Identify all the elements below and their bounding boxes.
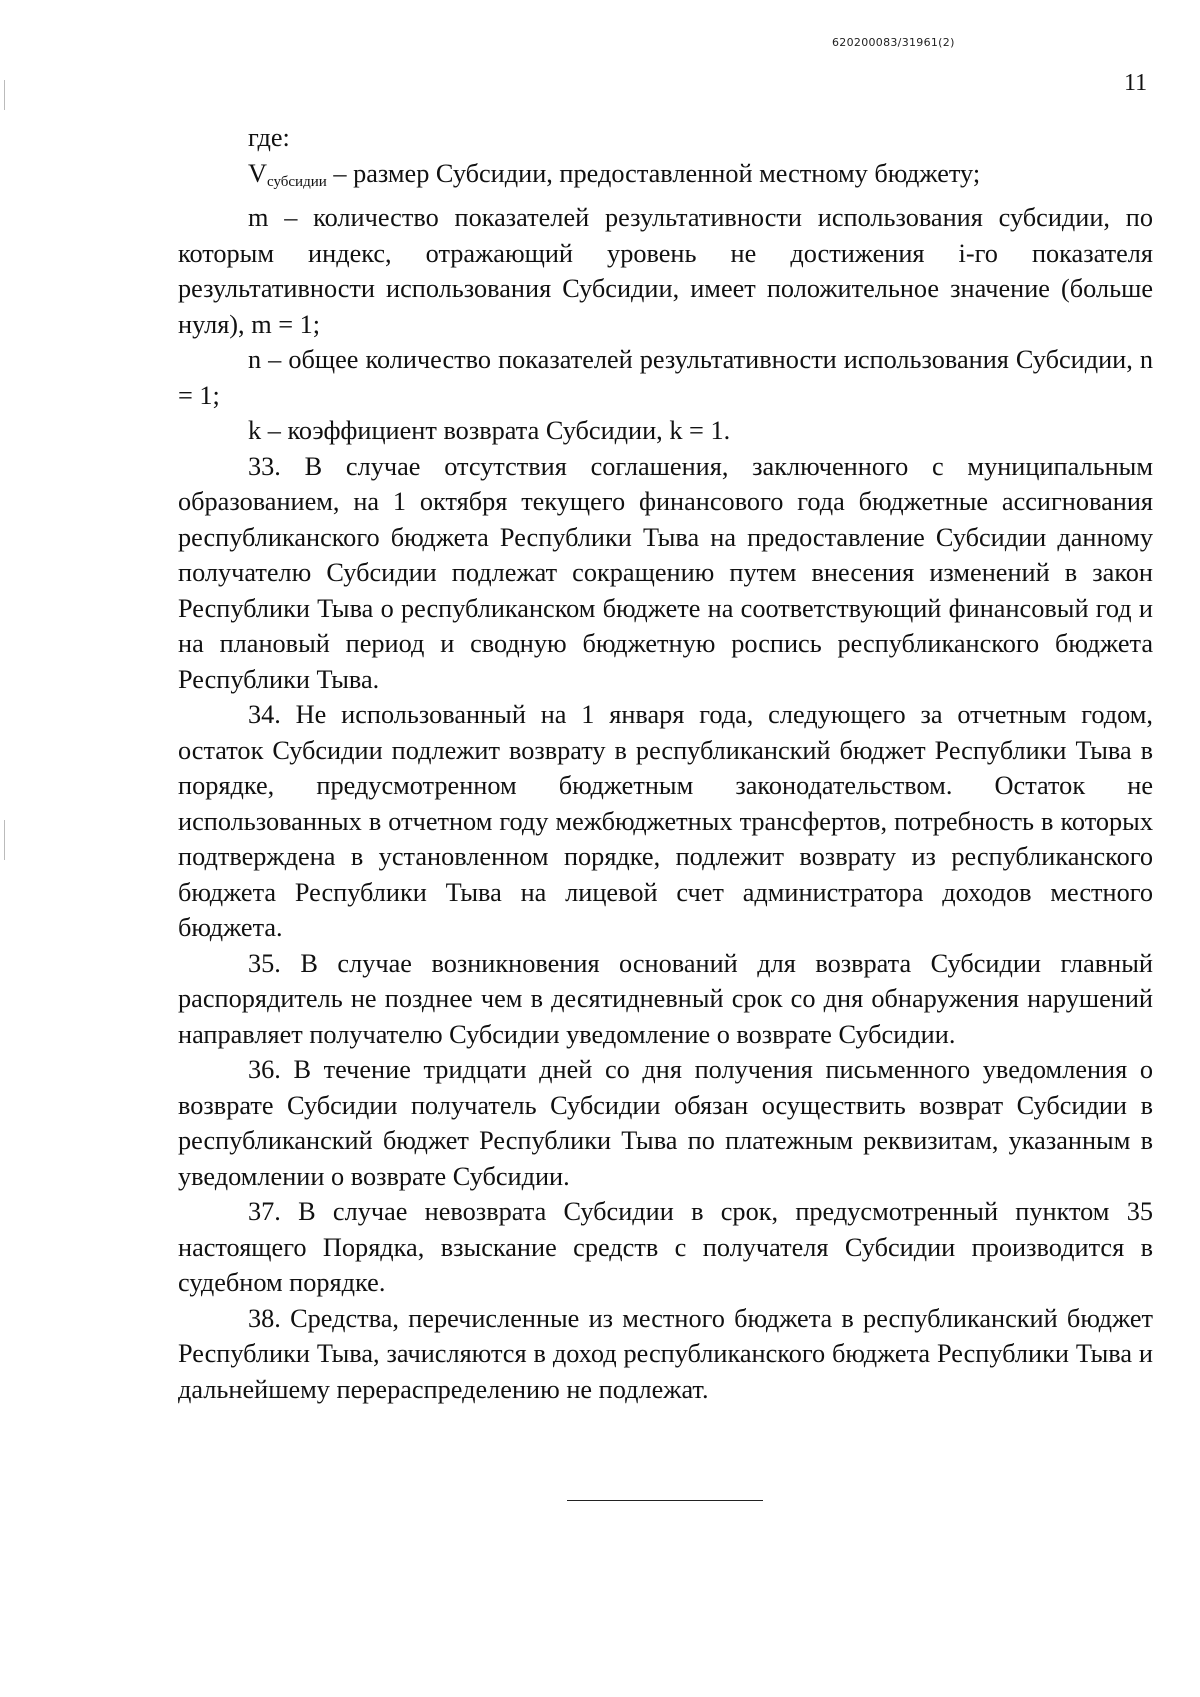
- k-definition: k – коэффициент возврата Субсидии, k = 1.: [248, 416, 731, 445]
- page-number: 11: [1124, 70, 1148, 96]
- scan-edge-mark: [4, 80, 5, 110]
- clause-36: 36. В течение тридцати дней со дня получения письменного уведомления о возврате Субсидии получатель Субсидии обязан осуществить возврат Субсидии в республиканский бюджет Республики Тыва по платежным реквизитам, указанным в уведомлении о возврате Субсидии.: [178, 1055, 1153, 1191]
- document-id: 620200083/31961(2): [832, 36, 955, 49]
- where-label: где:: [248, 123, 290, 152]
- clause-34: 34. Не использованный на 1 января года, следующего за отчетным годом, остаток Субсидии подлежит возврату в республиканский бюджет Республики Тыва в порядке, предусмотренном бюджетным законодательством. Остаток не использованных в отчетном году межбюджетных трансфертов, потребность в которых подтверждена в установленном порядке, подлежит возврату из республиканского бюджета Республики Тыва на лицевой счет администратора доходов местного бюджета.: [178, 700, 1153, 942]
- scan-edge-mark: [4, 820, 5, 860]
- clause-35: 35. В случае возникновения оснований для возврата Субсидии главный распорядитель не позднее чем в десятидневный срок со дня обнаружения нарушений направляет получателю Субсидии уведомление о возврате Субсидии.: [178, 948, 1153, 1049]
- clause-37: 37. В случае невозврата Субсидии в срок, предусмотренный пунктом 35 настоящего Порядка, взыскание средств с получателя Субсидии производится в судебном порядке.: [178, 1197, 1153, 1297]
- clause-38: 38. Средства, перечисленные из местного бюджета в республиканский бюджет Республики Тыва, зачисляются в доход республиканского бюджета Республики Тыва и дальнейшему перераспределению не подлежат.: [178, 1303, 1153, 1404]
- v-subscript: субсидии: [267, 173, 327, 190]
- v-description: – размер Субсидии, предоставленной местному бюджету;: [326, 158, 981, 188]
- document-body: [178, 120, 1153, 1407]
- v-definition: [178, 156, 1153, 201]
- m-definition: m – количество показателей результативности использования субсидии, по которым индекс, отражающий уровень не достижения i-го показателя результативности использования Субсидии, имеет положительное значение (больше нуля), m = 1;: [178, 203, 1153, 339]
- n-definition: n – общее количество показателей результативности использования Субсидии, n = 1;: [178, 345, 1153, 410]
- clause-33: 33. В случае отсутствия соглашения, заключенного с муниципальным образованием, на 1 октября текущего финансового года бюджетные ассигнования республиканского бюджета Республики Тыва на предоставление Субсидии данному получателю Субсидии подлежат сокращению путем внесения изменений в закон Республики Тыва о республиканском бюджете на соответствующий финансовый год и на плановый период и сводную бюджетную роспись республиканского бюджета Республики Тыва.: [178, 451, 1153, 694]
- end-divider-line: [567, 1500, 763, 1501]
- v-symbol: V: [248, 158, 267, 188]
